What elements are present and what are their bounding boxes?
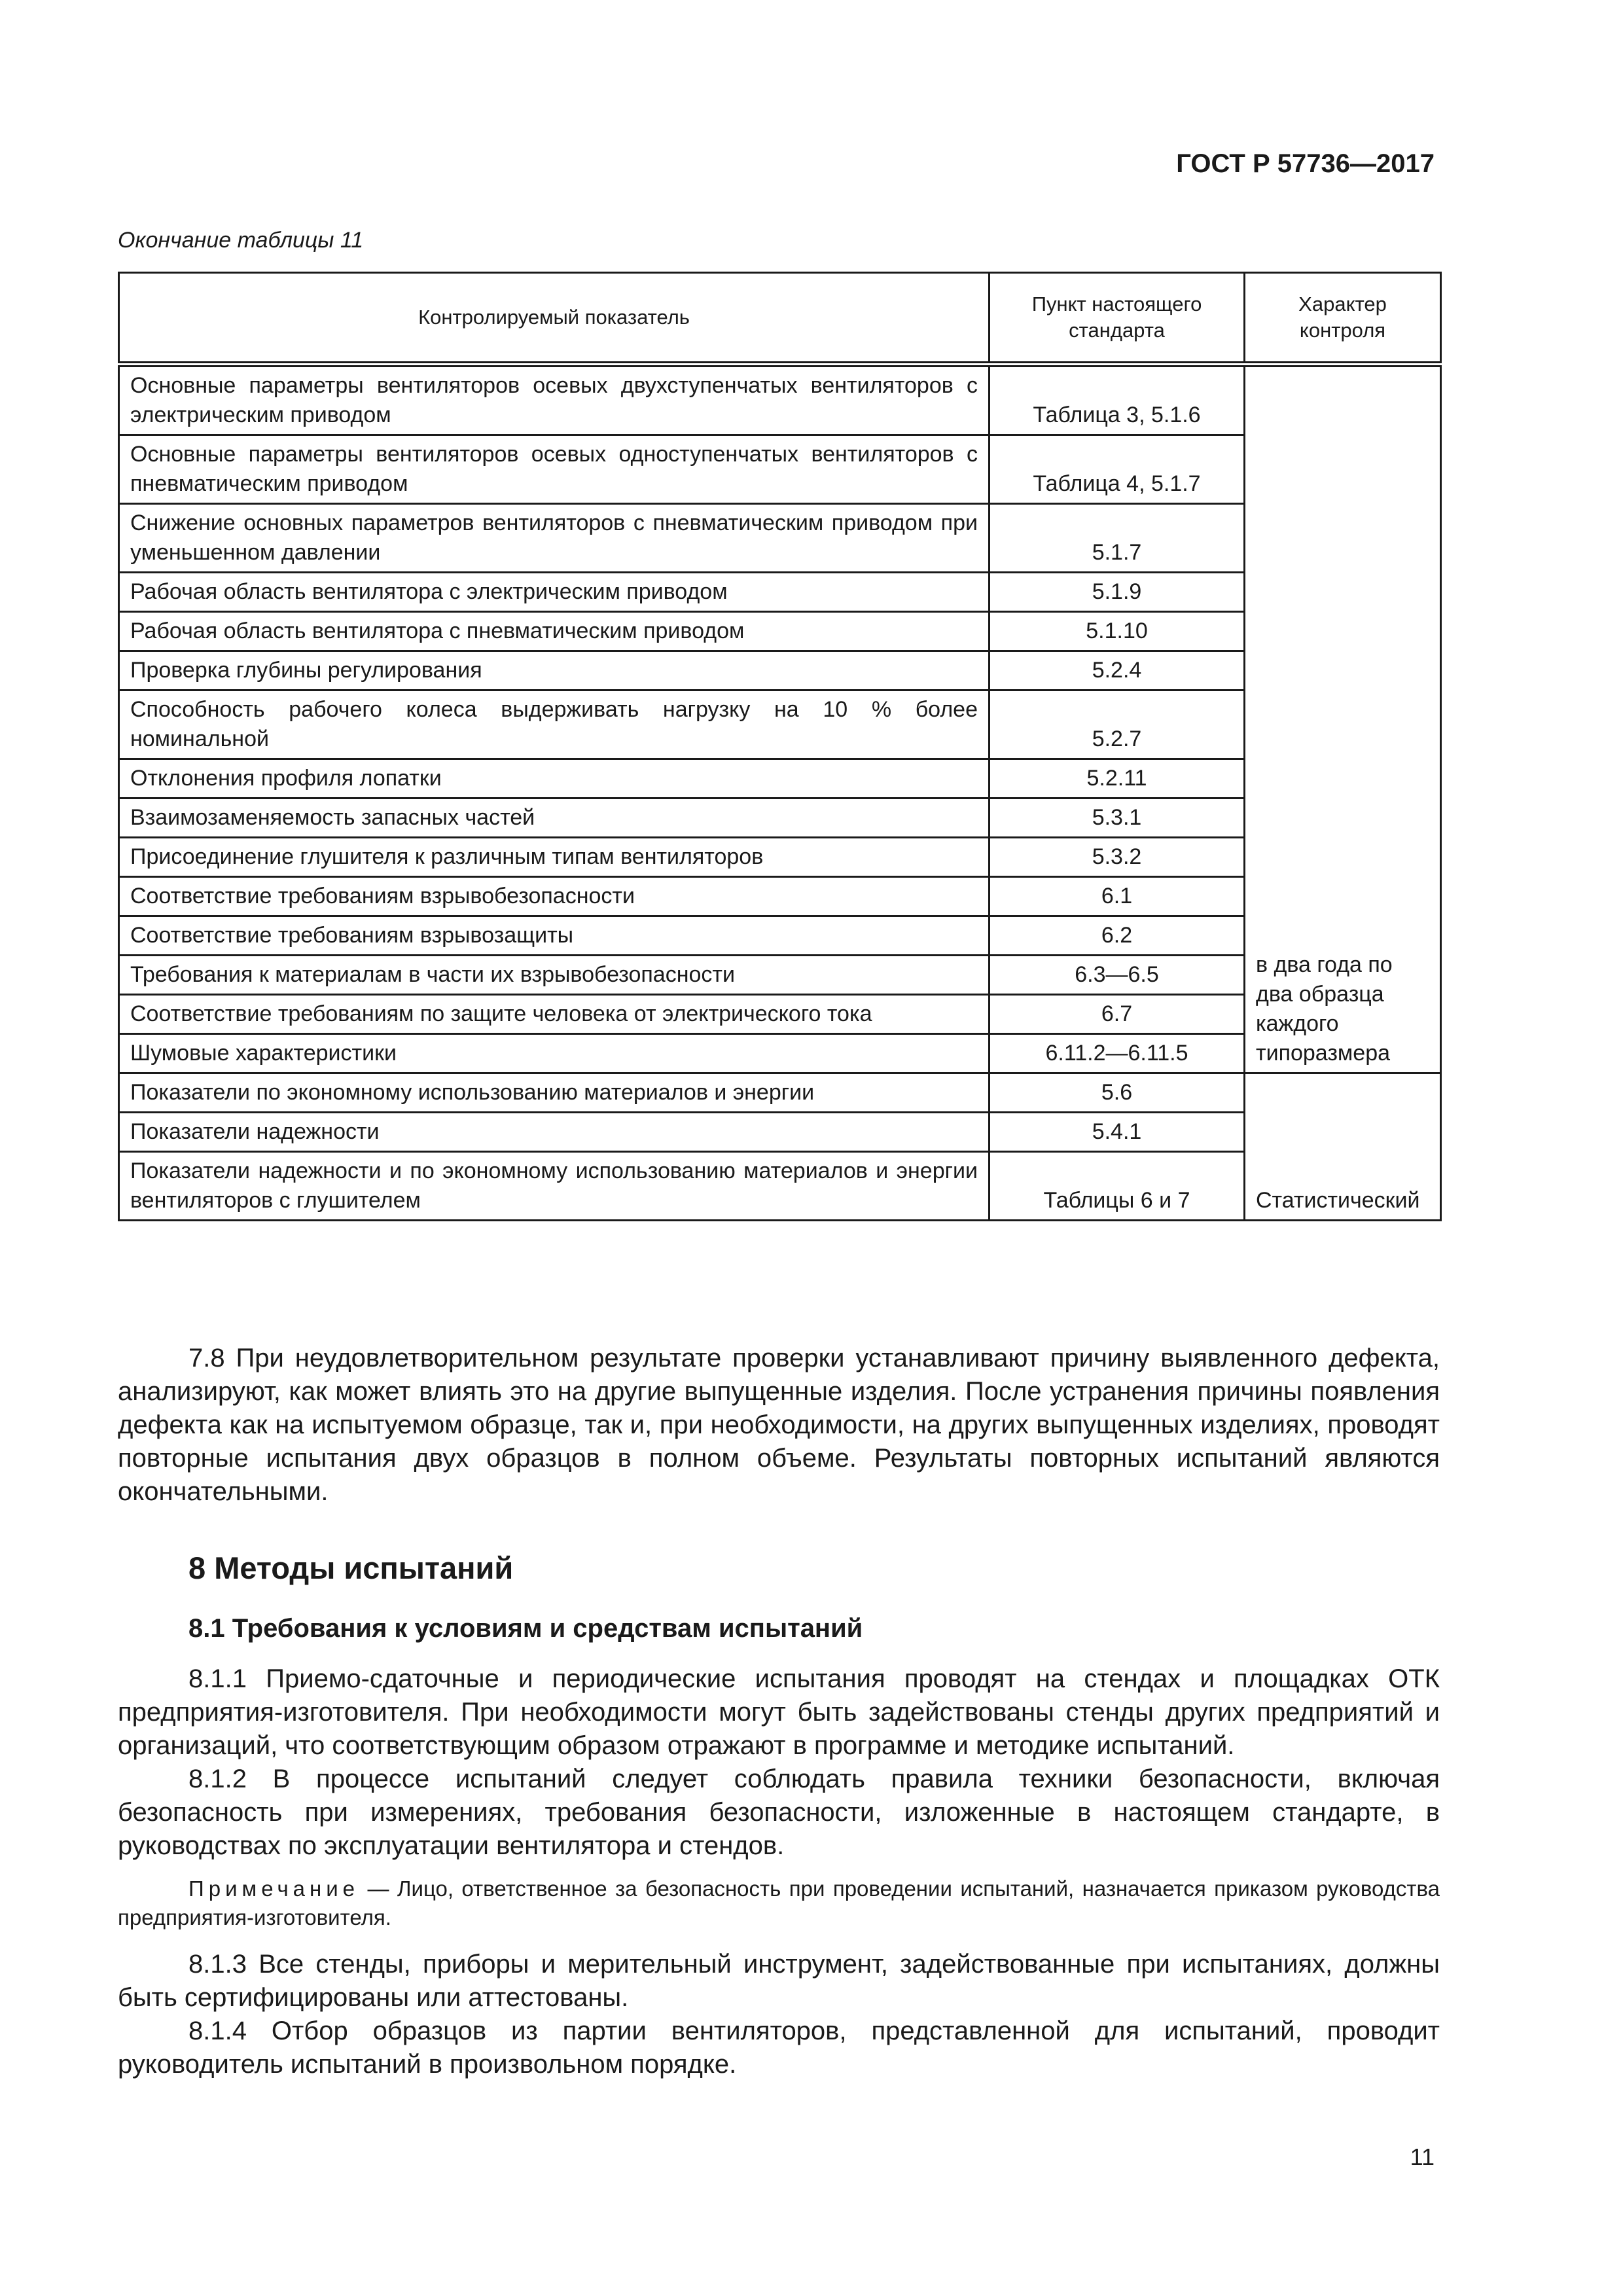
paragraph-8-1-4: 8.1.4 Отбор образцов из партии вентиляторов, представленной для испытаний, проводит руководитель испытаний в произвольном порядке. <box>118 2017 1440 2079</box>
cell-indicator: Способность рабочего колеса выдерживать нагрузку на 10 % более номинальной <box>119 691 990 759</box>
cell-ref: 5.1.10 <box>990 612 1245 651</box>
table-row <box>119 365 1441 435</box>
table-row <box>119 435 1441 504</box>
table-row <box>119 1073 1441 1113</box>
cell-indicator: Присоединение глушителя к различным типам вентиляторов <box>119 838 990 877</box>
table-row <box>119 798 1441 838</box>
page-number: 11 <box>1410 2144 1435 2170</box>
cell-indicator: Взаимозаменяемость запасных частей <box>119 798 990 838</box>
col-header-ref: Пункт настоящего стандарта <box>990 273 1245 365</box>
table-row <box>119 1113 1441 1152</box>
cell-indicator: Шумовые характеристики <box>119 1034 990 1073</box>
table-row <box>119 759 1441 798</box>
cell-ref: 5.2.7 <box>990 691 1245 759</box>
paragraph-8-1-1: 8.1.1 Приемо-сдаточные и периодические испытания проводят на стендах и площадках ОТК предприятия-изготовителя. При необходимости могут быть задействованы стенды других предприятий и организаций, что соответствующим образом отражают в программе и методике испытаний. <box>118 1664 1440 1760</box>
table-row <box>119 877 1441 916</box>
table-row <box>119 838 1441 877</box>
cell-indicator: Рабочая область вентилятора с пневматическим приводом <box>119 612 990 651</box>
cell-ref: 6.7 <box>990 995 1245 1034</box>
cell-ref: 6.1 <box>990 877 1245 916</box>
cell-indicator: Основные параметры вентиляторов осевых двухступенчатых вентиляторов с электрическим приводом <box>119 365 990 435</box>
table-row <box>119 1034 1441 1073</box>
table-row <box>119 573 1441 612</box>
control-table <box>118 272 1442 1221</box>
cell-nature: в два года по два образца каждого типоразмера <box>1245 365 1441 1073</box>
table-row <box>119 691 1441 759</box>
table-row <box>119 1152 1441 1221</box>
table-caption: Окончание таблицы 11 <box>118 228 364 253</box>
cell-indicator: Требования к материалам в части их взрывобезопасности <box>119 956 990 995</box>
table-row <box>119 504 1441 573</box>
section-8-1-title: 8.1 Требования к условиям и средствам испытаний <box>188 1614 863 1643</box>
section-8-title: 8 Методы испытаний <box>188 1551 514 1585</box>
cell-ref: 6.3—6.5 <box>990 956 1245 995</box>
table-row <box>119 612 1441 651</box>
col-header-indicator: Контролируемый показатель <box>119 273 990 365</box>
cell-ref: Таблица 3, 5.1.6 <box>990 365 1245 435</box>
table-header-row <box>119 273 1441 365</box>
note-text: — Лицо, ответственное за безопасность при проведении испытаний, назначается приказом руководства предприятия-изготовителя. <box>118 1876 1440 1929</box>
cell-ref: Таблицы 6 и 7 <box>990 1152 1245 1221</box>
cell-ref: 6.2 <box>990 916 1245 956</box>
cell-ref: 5.1.7 <box>990 504 1245 573</box>
document-code: ГОСТ Р 57736—2017 <box>1176 149 1435 178</box>
cell-indicator: Соответствие требованиям по защите человека от электрического тока <box>119 995 990 1034</box>
cell-indicator: Рабочая область вентилятора с электрическим приводом <box>119 573 990 612</box>
cell-indicator: Соответствие требованиям взрывобезопасности <box>119 877 990 916</box>
cell-indicator: Основные параметры вентиляторов осевых одноступенчатых вентиляторов с пневматическим приводом <box>119 435 990 504</box>
cell-ref: 5.6 <box>990 1073 1245 1113</box>
paragraph-7-8-block <box>118 1342 1440 1509</box>
paragraph-7-8: 7.8 При неудовлетворительном результате проверки устанавливают причину выявленного дефекта, анализируют, как может влиять это на другие выпущенные изделия. После устранения причины появления дефекта как на испытуемом образце, так и, при необходимости, на других выпущенных изделиях, проводят повторные испытания двух образцов в полном объеме. Результаты повторных испытаний являются окончательными. <box>118 1344 1440 1506</box>
cell-indicator: Соответствие требованиям взрывозащиты <box>119 916 990 956</box>
cell-ref: 5.3.1 <box>990 798 1245 838</box>
note <box>118 1874 1440 1932</box>
col-header-nature: Характер контроля <box>1245 273 1441 365</box>
table-row <box>119 956 1441 995</box>
cell-indicator: Проверка глубины регулирования <box>119 651 990 691</box>
paragraph-8-1-3: 8.1.3 Все стенды, приборы и мерительный инструмент, задействованные при испытаниях, должны быть сертифицированы или аттестованы. <box>118 1950 1440 2012</box>
cell-ref: 5.2.11 <box>990 759 1245 798</box>
cell-ref: Таблица 4, 5.1.7 <box>990 435 1245 504</box>
note-label: Примечание <box>188 1876 360 1901</box>
cell-indicator: Отклонения профиля лопатки <box>119 759 990 798</box>
cell-ref: 5.4.1 <box>990 1113 1245 1152</box>
cell-indicator: Снижение основных параметров вентиляторов с пневматическим приводом при уменьшенном давлении <box>119 504 990 573</box>
cell-indicator: Показатели надежности и по экономному использованию материалов и энергии вентиляторов с глушителем <box>119 1152 990 1221</box>
table-row <box>119 916 1441 956</box>
section-8-1-body <box>118 1662 1440 2081</box>
cell-nature: Статистический <box>1245 1073 1441 1221</box>
paragraph-8-1-2: 8.1.2 В процессе испытаний следует соблюдать правила техники безопасности, включая безопасность при измерениях, требования безопасности, изложенные в настоящем стандарте, в руководствах по эксплуатации вентилятора и стендов. <box>118 1765 1440 1860</box>
table-row <box>119 995 1441 1034</box>
cell-ref: 5.1.9 <box>990 573 1245 612</box>
cell-ref: 6.11.2—6.11.5 <box>990 1034 1245 1073</box>
cell-ref: 5.2.4 <box>990 651 1245 691</box>
cell-indicator: Показатели по экономному использованию материалов и энергии <box>119 1073 990 1113</box>
cell-indicator: Показатели надежности <box>119 1113 990 1152</box>
table-row <box>119 651 1441 691</box>
cell-ref: 5.3.2 <box>990 838 1245 877</box>
